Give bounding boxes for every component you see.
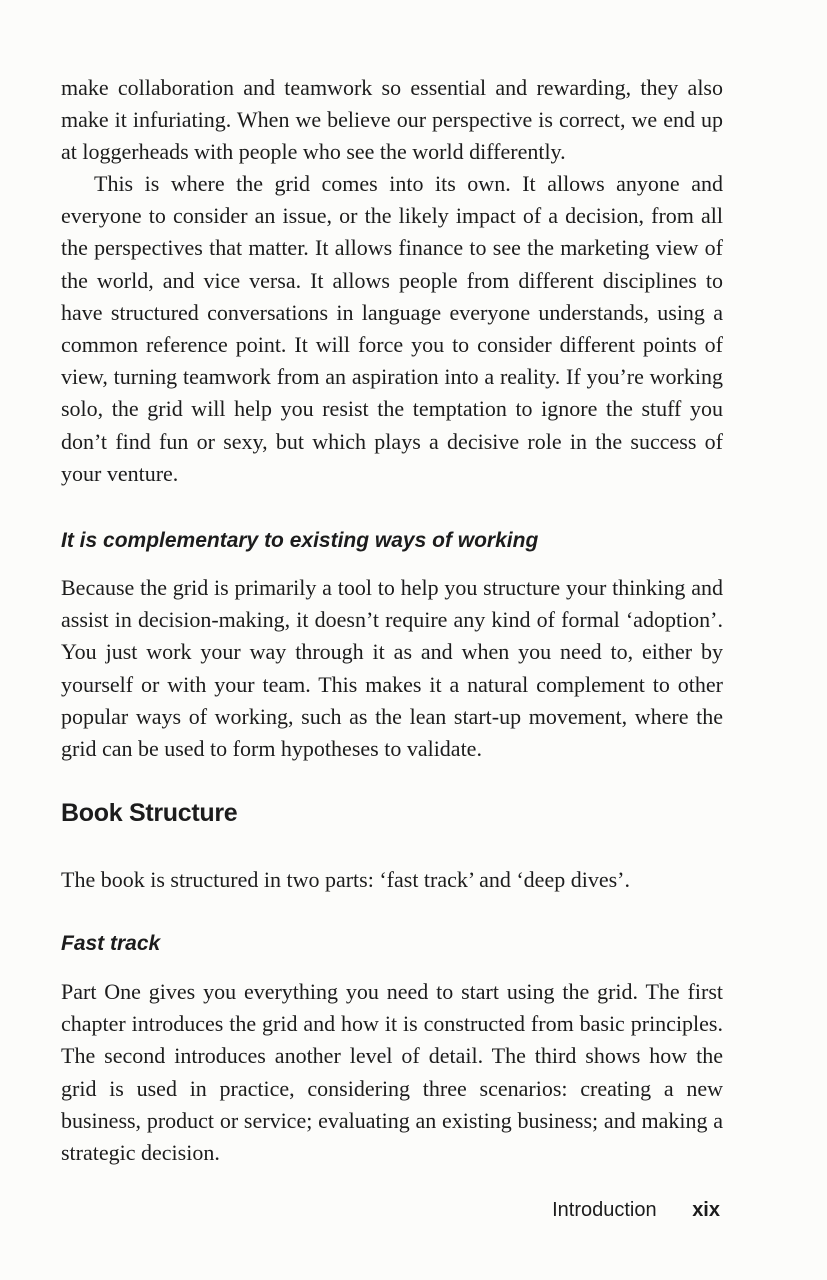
paragraph-complementary: Because the grid is primarily a tool to help you structure your thinking and assist in decision-making, it doesn’t require any kind of formal ‘adoption’. You just work your way through it as and when you need to, either by yourself or with your team. This makes it a natural complement to other popular ways of working, such as the lean start-up movement, where the grid can be used to form hypotheses to validate.: [61, 575, 723, 762]
paragraph-book-parts: The book is structured in two parts: ‘fast track’ and ‘deep dives’.: [61, 867, 630, 892]
page-number: xix: [692, 1199, 720, 1221]
paragraph-collaboration: make collaboration and teamwork so essential and rewarding, they also make it infuriating. When we believe our perspective is correct, we end up at loggerheads with people who see the world differently.: [61, 75, 723, 165]
paragraph-grid-perspectives: This is where the grid comes into its own. It allows anyone and everyone to consider an issue, or the likely impact of a decision, from all the perspectives that matter. It allows finance to see the marketing view of the world, and vice versa. It allows people from different disciplines to have structured conversations in language everyone understands, using a common reference point. It will force you to consider different points of view, turning teamwork from an aspiration into a reality. If you’re working solo, the grid will help you resist the temptation to ignore the stuff you don’t find fun or sexy, but which plays a decisive role in the success of your venture.: [61, 171, 723, 486]
paragraph-part-one: Part One gives you everything you need to start using the grid. The first chapter introduces the grid and how it is constructed from basic principles. The second introduces another level of detail. The third shows how the grid is used in practice, considering three scenarios: creating a new business, product or service; evaluating an existing business; and making a strategic decision.: [61, 979, 723, 1166]
subheading-fast-track: Fast track: [61, 932, 161, 955]
page-footer: [552, 1199, 720, 1222]
heading-book-structure: Book Structure: [61, 799, 238, 827]
subheading-complementary: It is complementary to existing ways of working: [61, 529, 539, 552]
running-footer-section: Introduction: [552, 1199, 657, 1221]
